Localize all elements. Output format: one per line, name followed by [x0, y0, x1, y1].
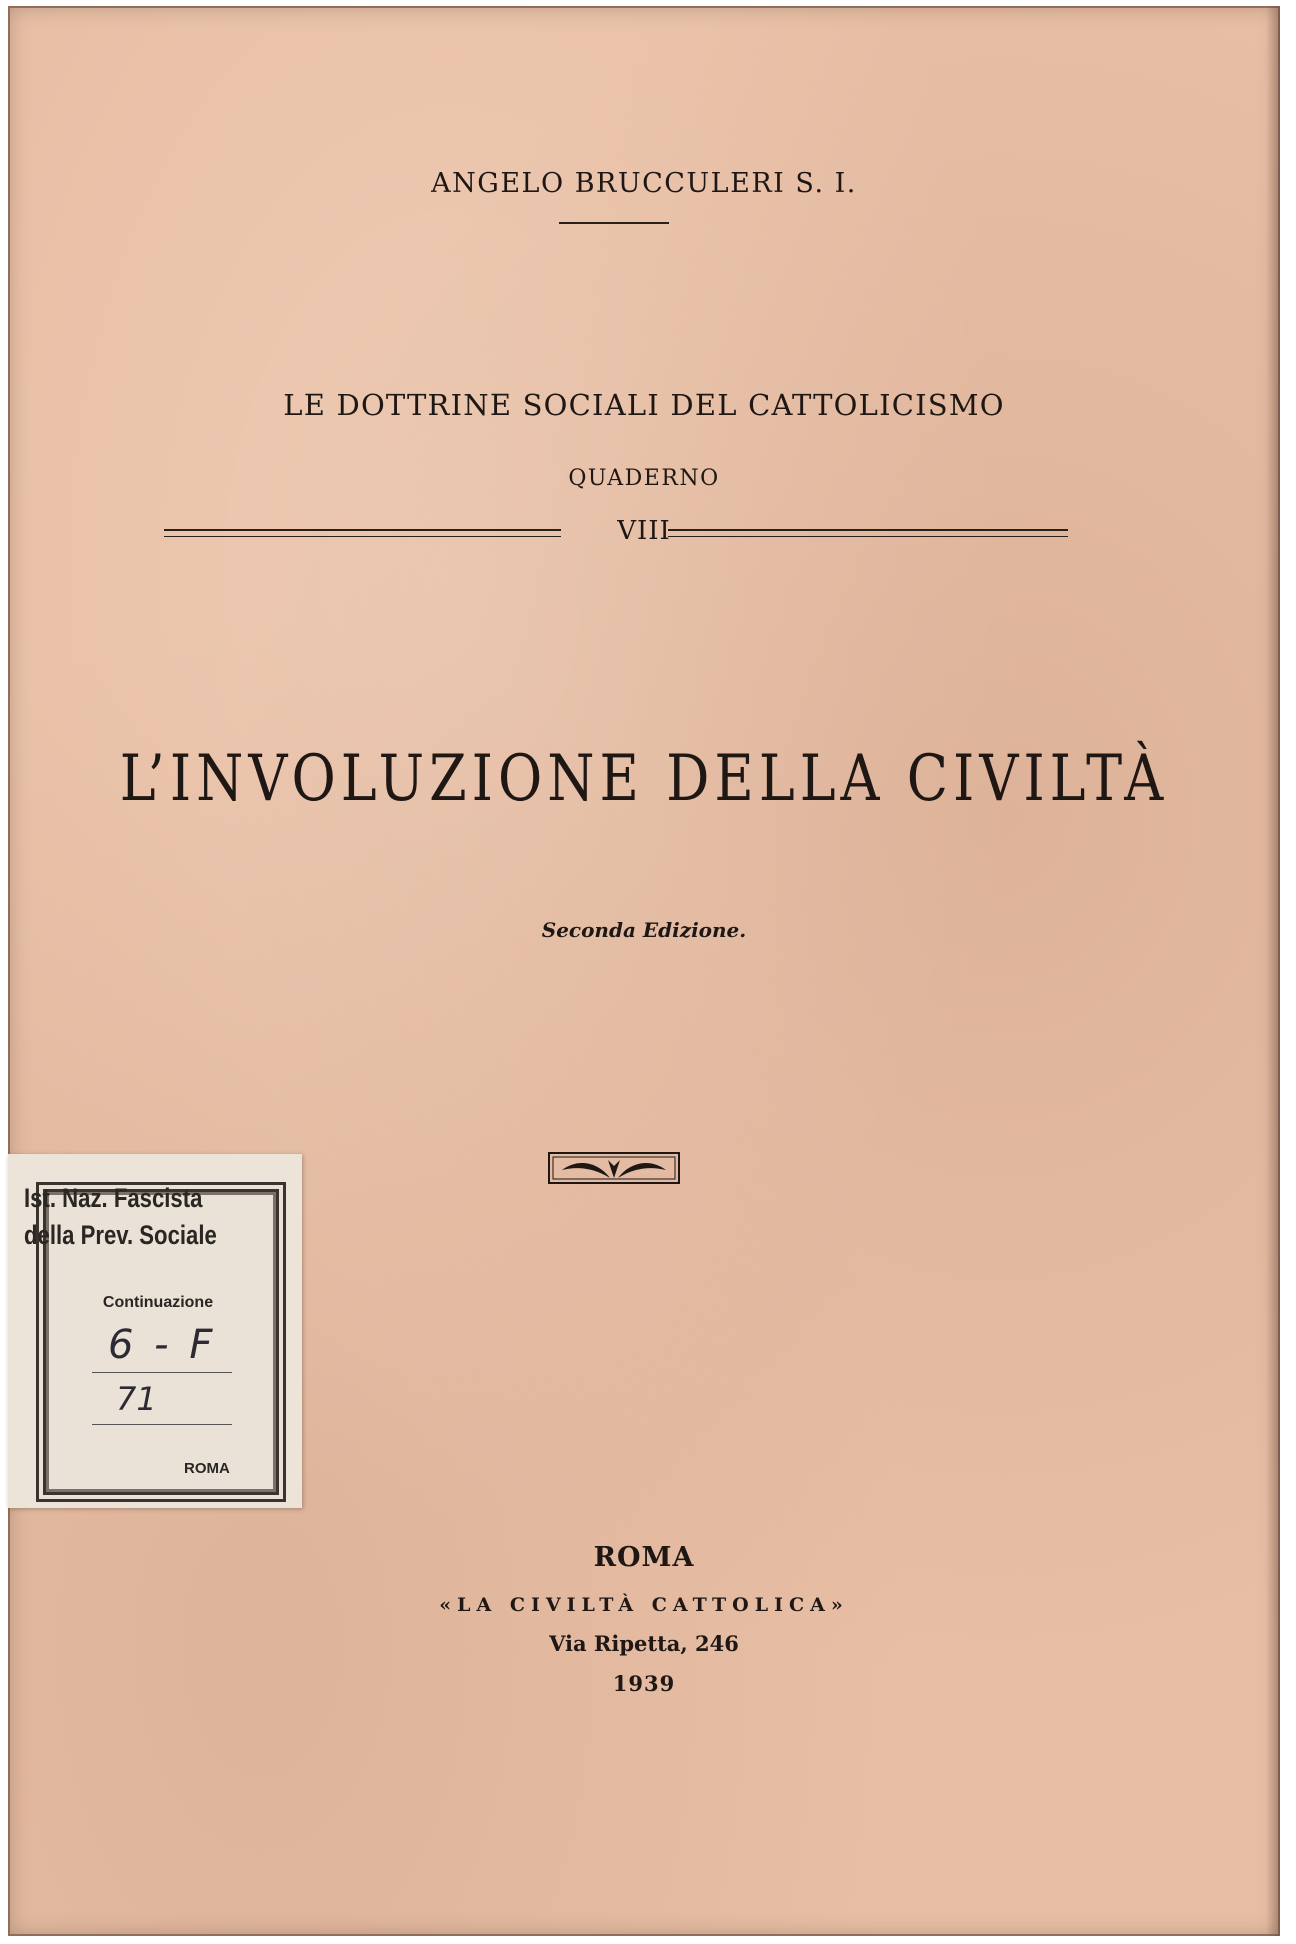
label-institution-stamp — [24, 1180, 229, 1254]
book-cover — [8, 6, 1280, 1936]
label-continuation: Continuazione — [102, 1294, 214, 1311]
author-name: ANGELO BRUCCULERI S. I. — [431, 168, 857, 199]
imprint-publisher: «LA CIVILTÀ CATTOLICA» — [439, 1594, 849, 1616]
imprint-city: ROMA — [593, 1542, 695, 1573]
label-line-2: della Prev. Sociale — [24, 1220, 217, 1250]
label-city: ROMA — [184, 1460, 230, 1477]
volume-number: VIII — [617, 516, 671, 546]
edition-note: Seconda Edizione. — [541, 918, 747, 942]
label-line-1: Ist. Naz. Fascista — [24, 1183, 203, 1213]
series-title: LE DOTTRINE SOCIALI DEL CATTOLICISMO — [283, 388, 1005, 422]
label-underline-1 — [92, 1372, 232, 1373]
book-title: L’INVOLUZIONE DELLA CIVILTÀ — [119, 741, 1169, 816]
imprint-year: 1939 — [612, 1671, 676, 1696]
author-divider — [559, 222, 669, 224]
volume-rule-right — [668, 529, 1068, 537]
quaderno-label: QUADERNO — [568, 466, 720, 491]
label-underline-2 — [92, 1424, 232, 1425]
library-label — [8, 1154, 302, 1508]
imprint-address: Via Ripetta, 246 — [549, 1631, 739, 1656]
fleuron-ornament-icon — [548, 1152, 680, 1184]
label-handwritten-shelfmark: 6 - F — [108, 1322, 217, 1368]
label-handwritten-number: 71 — [116, 1380, 157, 1418]
